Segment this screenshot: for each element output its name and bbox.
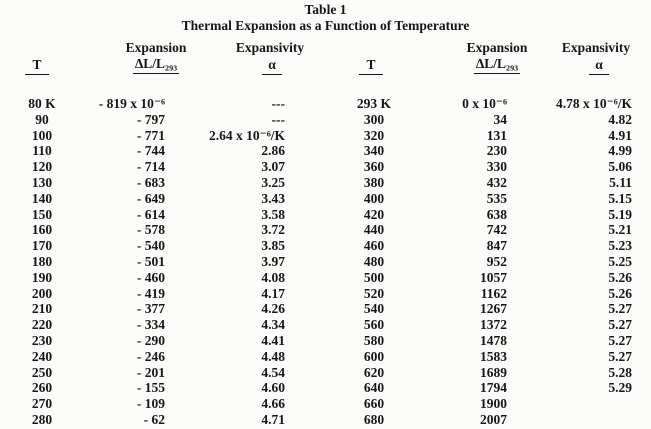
table-cell: 5.27 <box>608 332 632 348</box>
table-cell: --- <box>271 96 285 111</box>
table-cell: 847 <box>486 238 507 254</box>
header-alpha-right-label: α <box>589 57 609 75</box>
table-cell: 4.41 <box>261 332 285 348</box>
table-cell: 380 <box>363 174 385 190</box>
table-cell: - 614 <box>136 206 165 222</box>
table-cell: 680 <box>363 411 385 427</box>
table-cell: 360 <box>363 159 385 175</box>
table-cell: - 246 <box>136 348 165 364</box>
table-cell: 4.66 <box>261 396 285 412</box>
table-cell: 293 K <box>356 96 392 111</box>
table-cell: 1372 <box>480 317 507 333</box>
table-cell: - 501 <box>136 253 165 269</box>
header-alpha-left <box>222 57 322 75</box>
header-t-right <box>341 57 401 75</box>
table-cell: 5.27 <box>608 348 632 364</box>
table-cell: --- <box>271 111 285 127</box>
table-cell: - 460 <box>136 269 165 285</box>
table-cell: 580 <box>363 332 385 348</box>
table-cell: 5.25 <box>608 253 632 269</box>
table-cell: 4.82 <box>608 111 632 127</box>
table-cell: 460 <box>363 238 385 254</box>
table-cell: 2.86 <box>261 143 285 159</box>
table-cell: 80 K <box>28 96 56 111</box>
table-cell: 200 <box>31 285 53 301</box>
table-cell: - 540 <box>136 238 165 254</box>
table-cell: 220 <box>31 317 53 333</box>
table-cell: 5.27 <box>608 301 632 317</box>
table-cell: 100 <box>31 127 53 143</box>
table-cell: 160 <box>31 222 53 238</box>
table-cell: 1267 <box>480 301 507 317</box>
table-cell: - 771 <box>136 127 165 143</box>
column-expansion-left <box>55 96 165 428</box>
header-expansion-ratio-left-label: ΔL/L₂₉₃ <box>133 56 179 74</box>
table-cell: - 578 <box>136 222 165 238</box>
column-expansion-right <box>400 96 507 428</box>
table-cell: 420 <box>363 206 385 222</box>
table-cell: 500 <box>363 269 385 285</box>
table-cell: - 155 <box>136 380 165 396</box>
table-cell: 4.17 <box>261 285 285 301</box>
table-cell: 240 <box>31 348 53 364</box>
table-cell: 90 <box>35 111 49 127</box>
table-cell: - 290 <box>136 332 165 348</box>
table-cell: 110 <box>32 143 52 159</box>
header-expansion-ratio-right-label: ΔL/L₂₉₃ <box>474 56 520 74</box>
header-t-left-label: T <box>25 57 48 75</box>
header-alpha-right <box>549 57 649 75</box>
table-caption-number: Table 1 <box>304 2 347 17</box>
table-cell: - 649 <box>136 190 165 206</box>
table-cell: 170 <box>31 238 53 254</box>
table-cell: 5.23 <box>608 238 632 254</box>
header-t-right-label: T <box>359 57 382 75</box>
header-expansion-right: Expansion <box>466 40 528 55</box>
table-cell: 131 <box>486 127 507 143</box>
table-cell: 190 <box>31 269 53 285</box>
column-expansivity-right <box>525 96 632 428</box>
table-cell: 952 <box>486 253 507 269</box>
table-cell: - 334 <box>136 317 165 333</box>
table-cell: 1057 <box>480 269 507 285</box>
table-cell: 230 <box>31 332 53 348</box>
table-cell: 270 <box>31 396 53 412</box>
table-cell: 1162 <box>480 285 507 301</box>
table-cell: 340 <box>363 143 385 159</box>
table-cell: 1794 <box>480 380 507 396</box>
table-cell: 150 <box>31 206 53 222</box>
table-cell: 320 <box>363 127 385 143</box>
table-cell: 1900 <box>480 396 507 412</box>
table-cell <box>525 396 632 412</box>
table-cell: 3.97 <box>261 253 285 269</box>
table-cell: 600 <box>363 348 385 364</box>
table-cell: 5.21 <box>608 222 632 238</box>
table-cell: 120 <box>31 159 53 175</box>
table-cell: 5.29 <box>608 380 632 396</box>
table-cell: 140 <box>31 190 53 206</box>
table-cell: 5.28 <box>608 364 632 380</box>
table-cell: 640 <box>363 380 385 396</box>
table-cell: - 797 <box>136 111 165 127</box>
table-cell: 3.72 <box>261 222 285 238</box>
table-cell: 210 <box>31 301 53 317</box>
table-cell: 638 <box>486 206 507 222</box>
header-t-left <box>7 57 67 75</box>
table-cell: 400 <box>363 190 385 206</box>
table-cell: 3.58 <box>261 206 285 222</box>
table-cell: 4.08 <box>261 269 285 285</box>
table-cell: 742 <box>486 222 507 238</box>
table-cell: - 201 <box>136 364 165 380</box>
table-cell: 432 <box>486 174 507 190</box>
table-cell: 1583 <box>480 348 507 364</box>
column-temperature-right <box>344 96 404 428</box>
table-cell: - 377 <box>136 301 165 317</box>
table-cell: 2007 <box>480 411 507 427</box>
table-cell: 4.26 <box>261 301 285 317</box>
header-expansion-ratio-left <box>106 56 206 74</box>
table-cell: 5.15 <box>608 190 632 206</box>
table-cell: 3.07 <box>261 159 285 175</box>
table-cell: 0 x 10⁻⁶ <box>462 96 507 111</box>
table-cell: 5.27 <box>608 317 632 333</box>
table-cell: 230 <box>486 143 507 159</box>
table-cell: 4.91 <box>608 127 632 143</box>
table-cell: 620 <box>363 364 385 380</box>
table-cell: 4.71 <box>261 411 285 427</box>
table-cell: - 744 <box>136 143 165 159</box>
table-caption-title: Thermal Expansion as a Function of Temperature <box>181 18 470 33</box>
table-cell: - 419 <box>136 285 165 301</box>
table-cell: 3.25 <box>261 174 285 190</box>
table-cell: 5.26 <box>608 285 632 301</box>
table-cell: 3.85 <box>261 238 285 254</box>
table-cell: 180 <box>31 253 53 269</box>
table-cell: 330 <box>486 159 507 175</box>
table-cell: 660 <box>363 396 385 412</box>
table-cell: - 109 <box>136 396 165 412</box>
table-cell: 130 <box>31 174 53 190</box>
table-cell: 540 <box>363 301 385 317</box>
table-cell: 300 <box>363 111 385 127</box>
table-cell: - 714 <box>136 159 165 175</box>
table-cell: 440 <box>363 222 385 238</box>
table-cell: 5.06 <box>608 159 632 175</box>
table-cell: 1478 <box>480 332 507 348</box>
header-expansion-ratio-right <box>447 56 547 74</box>
table-cell: 280 <box>31 411 53 427</box>
table-cell: 5.11 <box>609 174 632 190</box>
table-cell: 1689 <box>480 364 507 380</box>
table-cell: 3.43 <box>261 190 285 206</box>
table-cell <box>525 412 632 428</box>
table-cell: 4.48 <box>261 348 285 364</box>
table-cell: 560 <box>363 317 385 333</box>
table-cell: 5.26 <box>608 269 632 285</box>
table-cell: 535 <box>486 190 507 206</box>
table-cell: 4.54 <box>261 364 285 380</box>
table-cell: 4.60 <box>261 380 285 396</box>
table-cell: - 819 x 10⁻⁶ <box>98 96 165 111</box>
table-cell: 5.19 <box>608 206 632 222</box>
table-cell: 260 <box>31 380 53 396</box>
header-expansion-left: Expansion <box>125 40 187 55</box>
header-expansivity-right: Expansivity <box>561 40 631 55</box>
table-cell: 480 <box>363 253 385 269</box>
table-cell: 4.78 x 10⁻⁶/K <box>555 96 632 111</box>
table-cell: - 683 <box>136 174 165 190</box>
header-expansivity-left: Expansivity <box>235 40 305 55</box>
table-cell: 34 <box>493 111 507 127</box>
table-cell: 520 <box>363 285 385 301</box>
table-cell: 4.99 <box>608 143 632 159</box>
table-cell: - 62 <box>143 411 165 427</box>
table-cell: 250 <box>31 364 53 380</box>
table-cell: 2.64 x 10⁻⁶/K <box>208 127 285 143</box>
table-cell: 4.34 <box>261 317 285 333</box>
column-expansivity-left <box>158 96 285 428</box>
header-alpha-left-label: α <box>262 57 282 75</box>
